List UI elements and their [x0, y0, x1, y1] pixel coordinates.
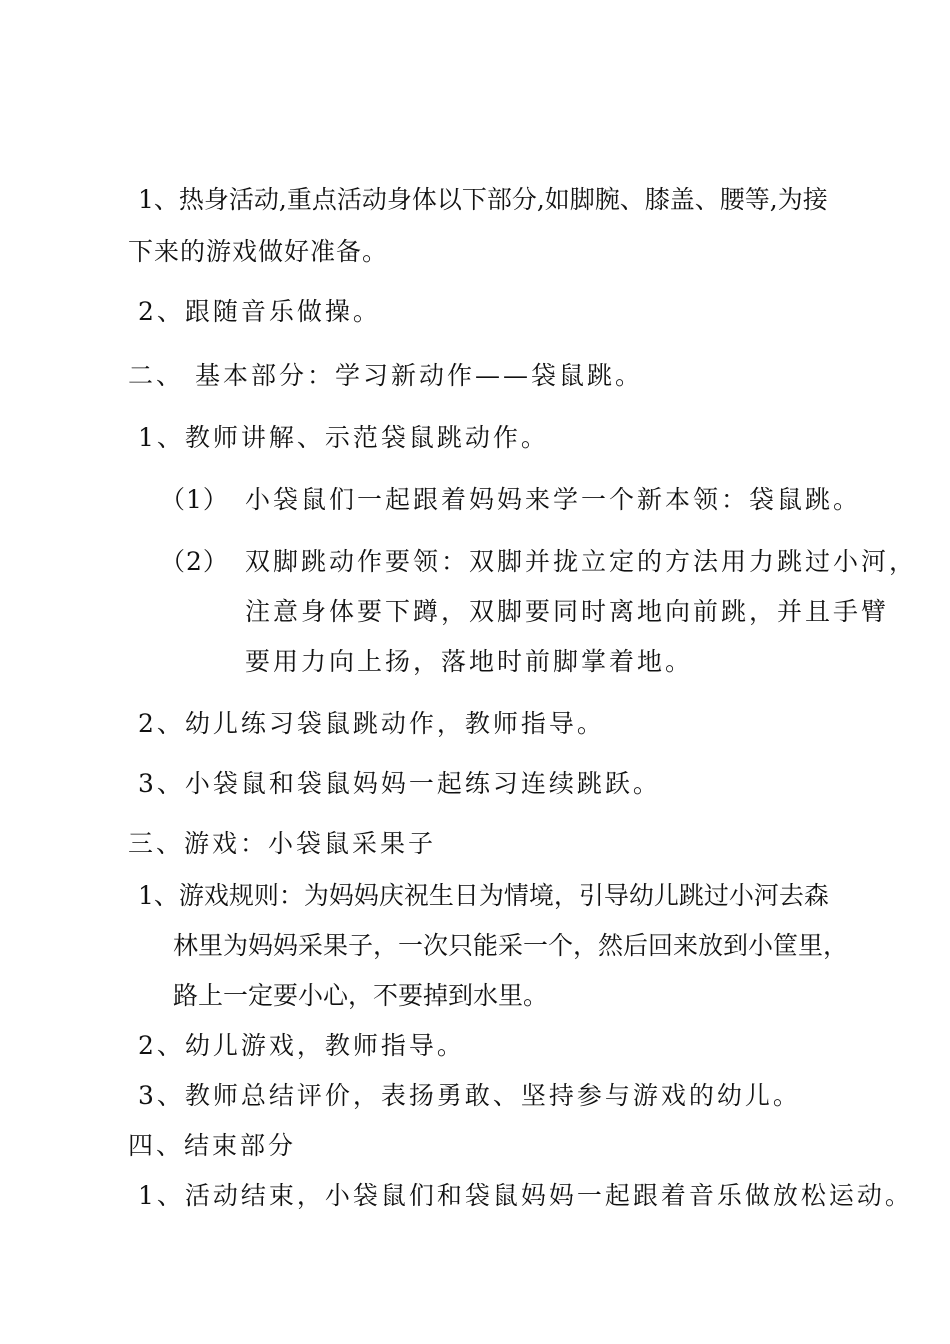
- teacher-demo-item: 1、教师讲解、示范袋鼠跳动作。: [138, 423, 549, 452]
- subitem-2-text-line-3: 要用力向上扬，落地时前脚掌着地。: [245, 647, 694, 676]
- section-heading-game: 三、游戏：小袋鼠采果子: [128, 829, 437, 858]
- continuous-jump-item: 3、小袋鼠和袋鼠妈妈一起练习连续跳跃。: [138, 769, 661, 798]
- ending-item: 1、活动结束，小袋鼠们和袋鼠妈妈一起跟着音乐做放松运动。: [138, 1181, 913, 1210]
- warmup-item-line-1: 1、热身活动,重点活动身体以下部分,如脚腕、膝盖、腰等,为接: [138, 185, 828, 214]
- subitem-1-text: 小袋鼠们一起跟着妈妈来学一个新本领：袋鼠跳。: [245, 485, 862, 514]
- warmup-item-line-2: 下来的游戏做好准备。: [128, 237, 389, 266]
- evaluation-item: 3、教师总结评价，表扬勇敢、坚持参与游戏的幼儿。: [138, 1081, 801, 1110]
- subitem-2-text-line-1: 双脚跳动作要领：双脚并拢立定的方法用力跳过小河，: [245, 547, 918, 576]
- game-rules-line-1: 1、游戏规则：为妈妈庆祝生日为情境，引导幼儿跳过小河去森: [138, 881, 829, 910]
- section-heading-basic: 二、 基本部分：学习新动作——袋鼠跳。: [128, 361, 643, 390]
- subitem-2-text-line-2: 注意身体要下蹲，双脚要同时离地向前跳，并且手臂: [245, 597, 890, 626]
- section-heading-ending: 四、结束部分: [128, 1131, 297, 1160]
- game-rules-line-2: 林里为妈妈采果子，一次只能采一个，然后回来放到小筐里，: [173, 931, 849, 960]
- game-rules-line-3: 路上一定要小心，不要掉到水里。: [173, 981, 549, 1010]
- subitem-marker-2: （2）: [160, 547, 229, 576]
- practice-item: 2、幼儿练习袋鼠跳动作，教师指导。: [138, 709, 605, 738]
- exercise-item: 2、跟随音乐做操。: [138, 297, 381, 326]
- subitem-marker-1: （1）: [160, 485, 229, 514]
- game-guidance-item: 2、幼儿游戏，教师指导。: [138, 1031, 465, 1060]
